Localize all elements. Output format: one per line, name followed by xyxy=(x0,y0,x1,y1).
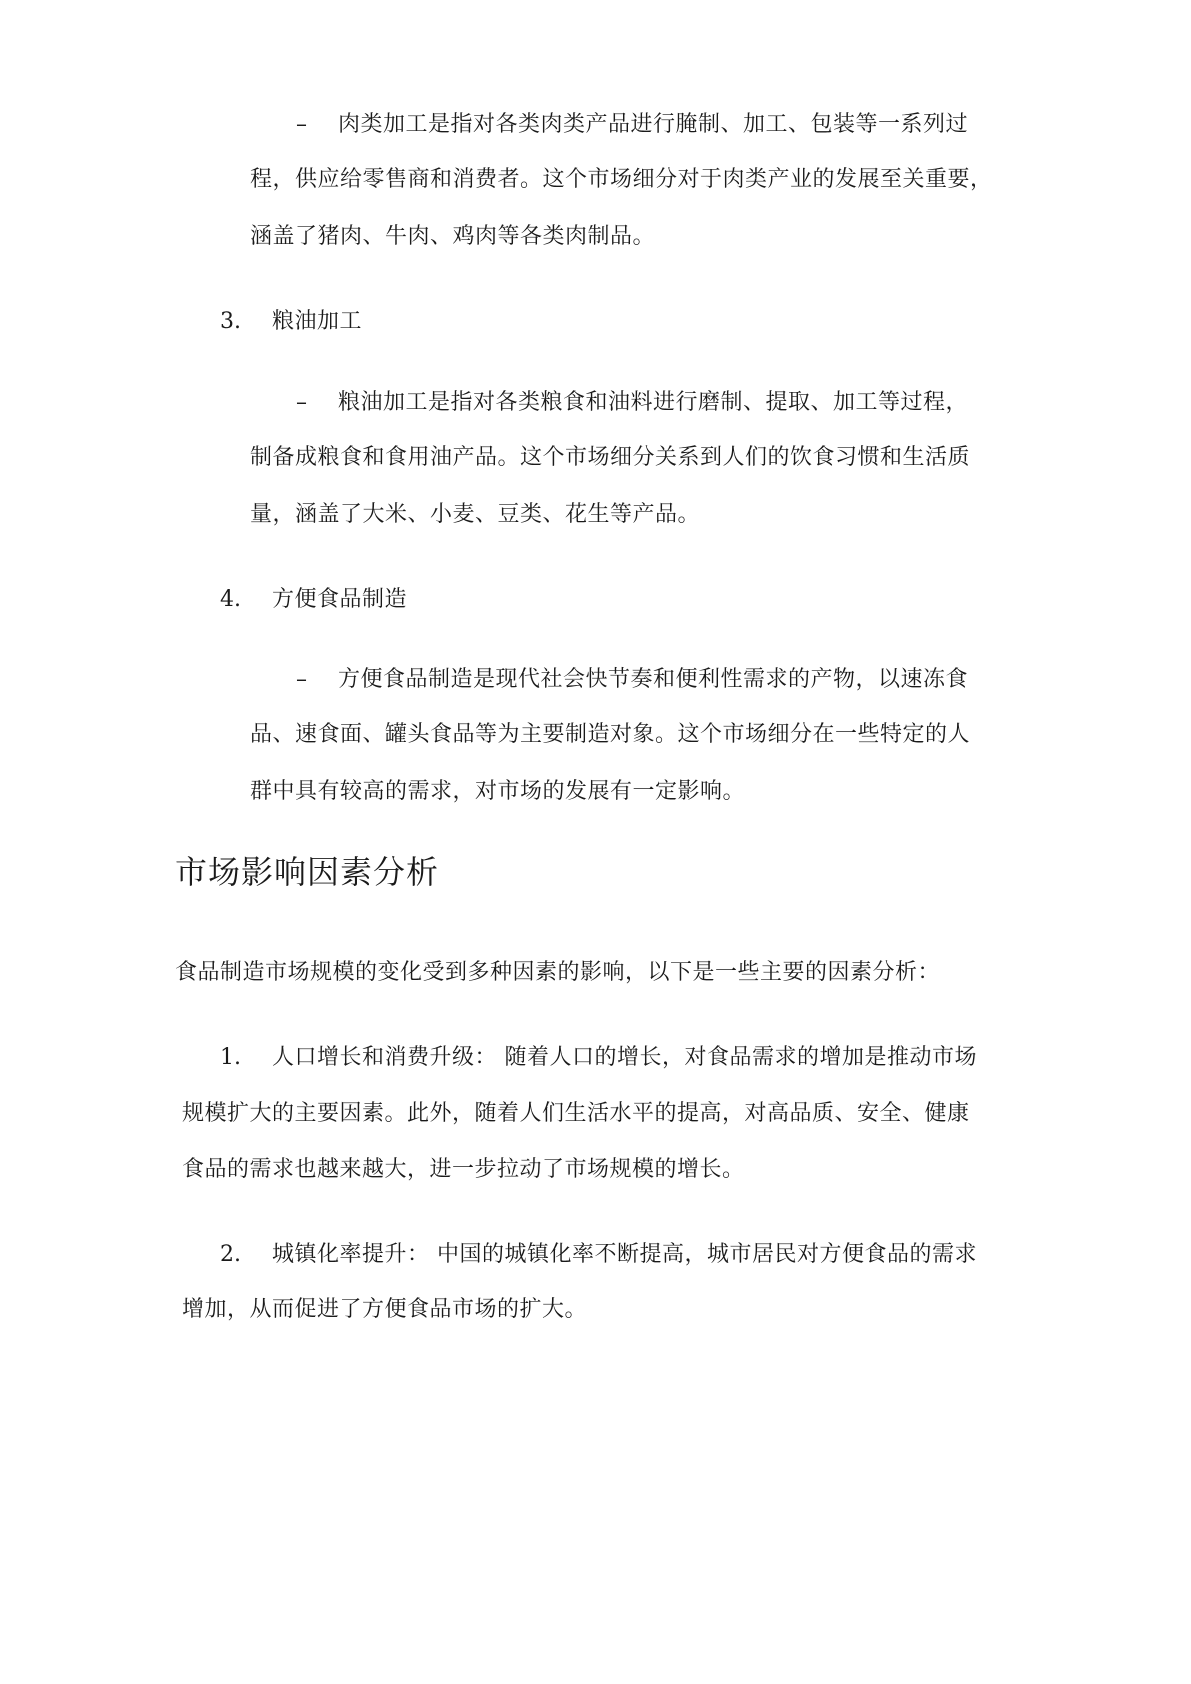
paragraph-line: 城镇化率提升： 中国的城镇化率不断提高，城市居民对方便食品的需求 xyxy=(272,1242,977,1267)
list-item-title: 粮油加工 xyxy=(272,309,363,334)
paragraph-line: 食品的需求也越来越大，进一步拉动了市场规模的增长。 xyxy=(182,1157,745,1182)
paragraph-line: 肉类加工是指对各类肉类产品进行腌制、加工、包装等一系列过 xyxy=(338,112,969,137)
list-number: 4. xyxy=(220,587,241,612)
paragraph-line: 增加，从而促进了方便食品市场的扩大。 xyxy=(182,1297,588,1322)
paragraph-line: 品、速食面、罐头食品等为主要制造对象。这个市场细分在一些特定的人 xyxy=(250,722,971,747)
list-dash: – xyxy=(296,667,307,692)
list-number: 3. xyxy=(220,309,241,334)
paragraph-line: 人口增长和消费升级： 随着人口的增长，对食品需求的增加是推动市场 xyxy=(272,1045,977,1070)
paragraph-line: 涵盖了猪肉、牛肉、鸡肉等各类肉制品。 xyxy=(250,224,656,249)
paragraph-line: 量，涵盖了大米、小麦、豆类、花生等产品。 xyxy=(250,502,701,527)
paragraph-line: 粮油加工是指对各类粮食和油料进行磨制、提取、加工等过程， xyxy=(338,390,969,415)
paragraph-line: 制备成粮食和食用油产品。这个市场细分关系到人们的饮食习惯和生活质 xyxy=(250,445,971,470)
intro-paragraph: 食品制造市场规模的变化受到多种因素的影响，以下是一些主要的因素分析： xyxy=(175,960,941,985)
paragraph-line: 程，供应给零售商和消费者。这个市场细分对于肉类产业的发展至关重要， xyxy=(250,167,993,192)
list-dash: – xyxy=(296,112,307,137)
list-number: 2. xyxy=(220,1242,241,1267)
paragraph-line: 方便食品制造是现代社会快节奏和便利性需求的产物，以速冻食 xyxy=(338,667,969,692)
list-dash: – xyxy=(296,390,307,415)
paragraph-line: 规模扩大的主要因素。此外，随着人们生活水平的提高，对高品质、安全、健康 xyxy=(182,1101,970,1126)
list-number: 1. xyxy=(220,1045,241,1070)
list-item-title: 方便食品制造 xyxy=(272,587,408,612)
section-heading: 市场影响因素分析 xyxy=(175,853,440,891)
paragraph-line: 群中具有较高的需求，对市场的发展有一定影响。 xyxy=(250,779,746,804)
